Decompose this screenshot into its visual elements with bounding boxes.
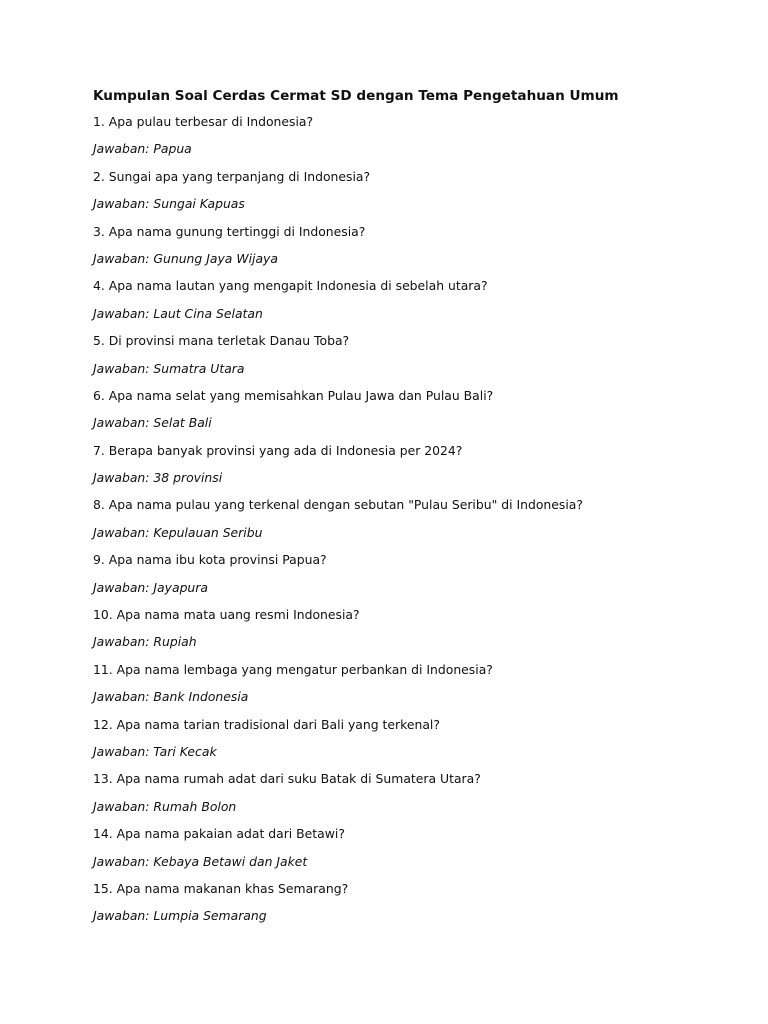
question-text: 14. Apa nama pakaian adat dari Betawi? [93,826,345,842]
answer-text: Jawaban: Laut Cina Selatan [93,305,263,321]
answer-text: Jawaban: Papua [93,141,192,157]
question-text: 11. Apa nama lembaga yang mengatur perbankan di Indonesia? [93,661,493,677]
question-list [93,114,733,924]
question-text: 3. Apa nama gunung tertinggi di Indonesia? [93,223,366,239]
answer-text: Jawaban: Jayapura [93,579,208,595]
question-text: 5. Di provinsi mana terletak Danau Toba? [93,333,350,349]
answer-text: Jawaban: 38 provinsi [93,470,223,486]
answer-text: Jawaban: Selat Bali [93,415,212,431]
question-text: 6. Apa nama selat yang memisahkan Pulau Jawa dan Pulau Bali? [93,387,494,403]
answer-text: Jawaban: Gunung Jaya Wijaya [93,250,278,266]
question-text: 8. Apa nama pulau yang terkenal dengan sebutan "Pulau Seribu" di Indonesia? [93,497,583,513]
question-text: 2. Sungai apa yang terpanjang di Indonesia? [93,168,371,184]
answer-text: Jawaban: Sungai Kapuas [93,196,245,212]
question-text: 12. Apa nama tarian tradisional dari Bali yang terkenal? [93,716,440,732]
question-text: 9. Apa nama ibu kota provinsi Papua? [93,552,327,568]
answer-text: Jawaban: Kebaya Betawi dan Jaket [93,853,308,869]
answer-text: Jawaban: Lumpia Semarang [93,908,267,924]
answer-text: Jawaban: Tari Kecak [93,743,217,759]
question-text: 13. Apa nama rumah adat dari suku Batak di Sumatera Utara? [93,771,481,787]
question-text: 10. Apa nama mata uang resmi Indonesia? [93,607,360,623]
question-text: 15. Apa nama makanan khas Semarang? [93,880,349,896]
document-title: Kumpulan Soal Cerdas Cermat SD dengan Tema Pengetahuan Umum [93,88,619,104]
question-text: 1. Apa pulau terbesar di Indonesia? [93,114,314,129]
question-text: 4. Apa nama lautan yang mengapit Indonesia di sebelah utara? [93,278,488,294]
answer-text: Jawaban: Bank Indonesia [93,689,249,705]
answer-text: Jawaban: Sumatra Utara [93,360,245,376]
answer-text: Jawaban: Rumah Bolon [93,798,237,814]
answer-text: Jawaban: Rupiah [93,634,197,650]
document-body [93,86,733,936]
answer-text: Jawaban: Kepulauan Seribu [93,524,263,540]
question-text: 7. Berapa banyak provinsi yang ada di Indonesia per 2024? [93,442,463,458]
